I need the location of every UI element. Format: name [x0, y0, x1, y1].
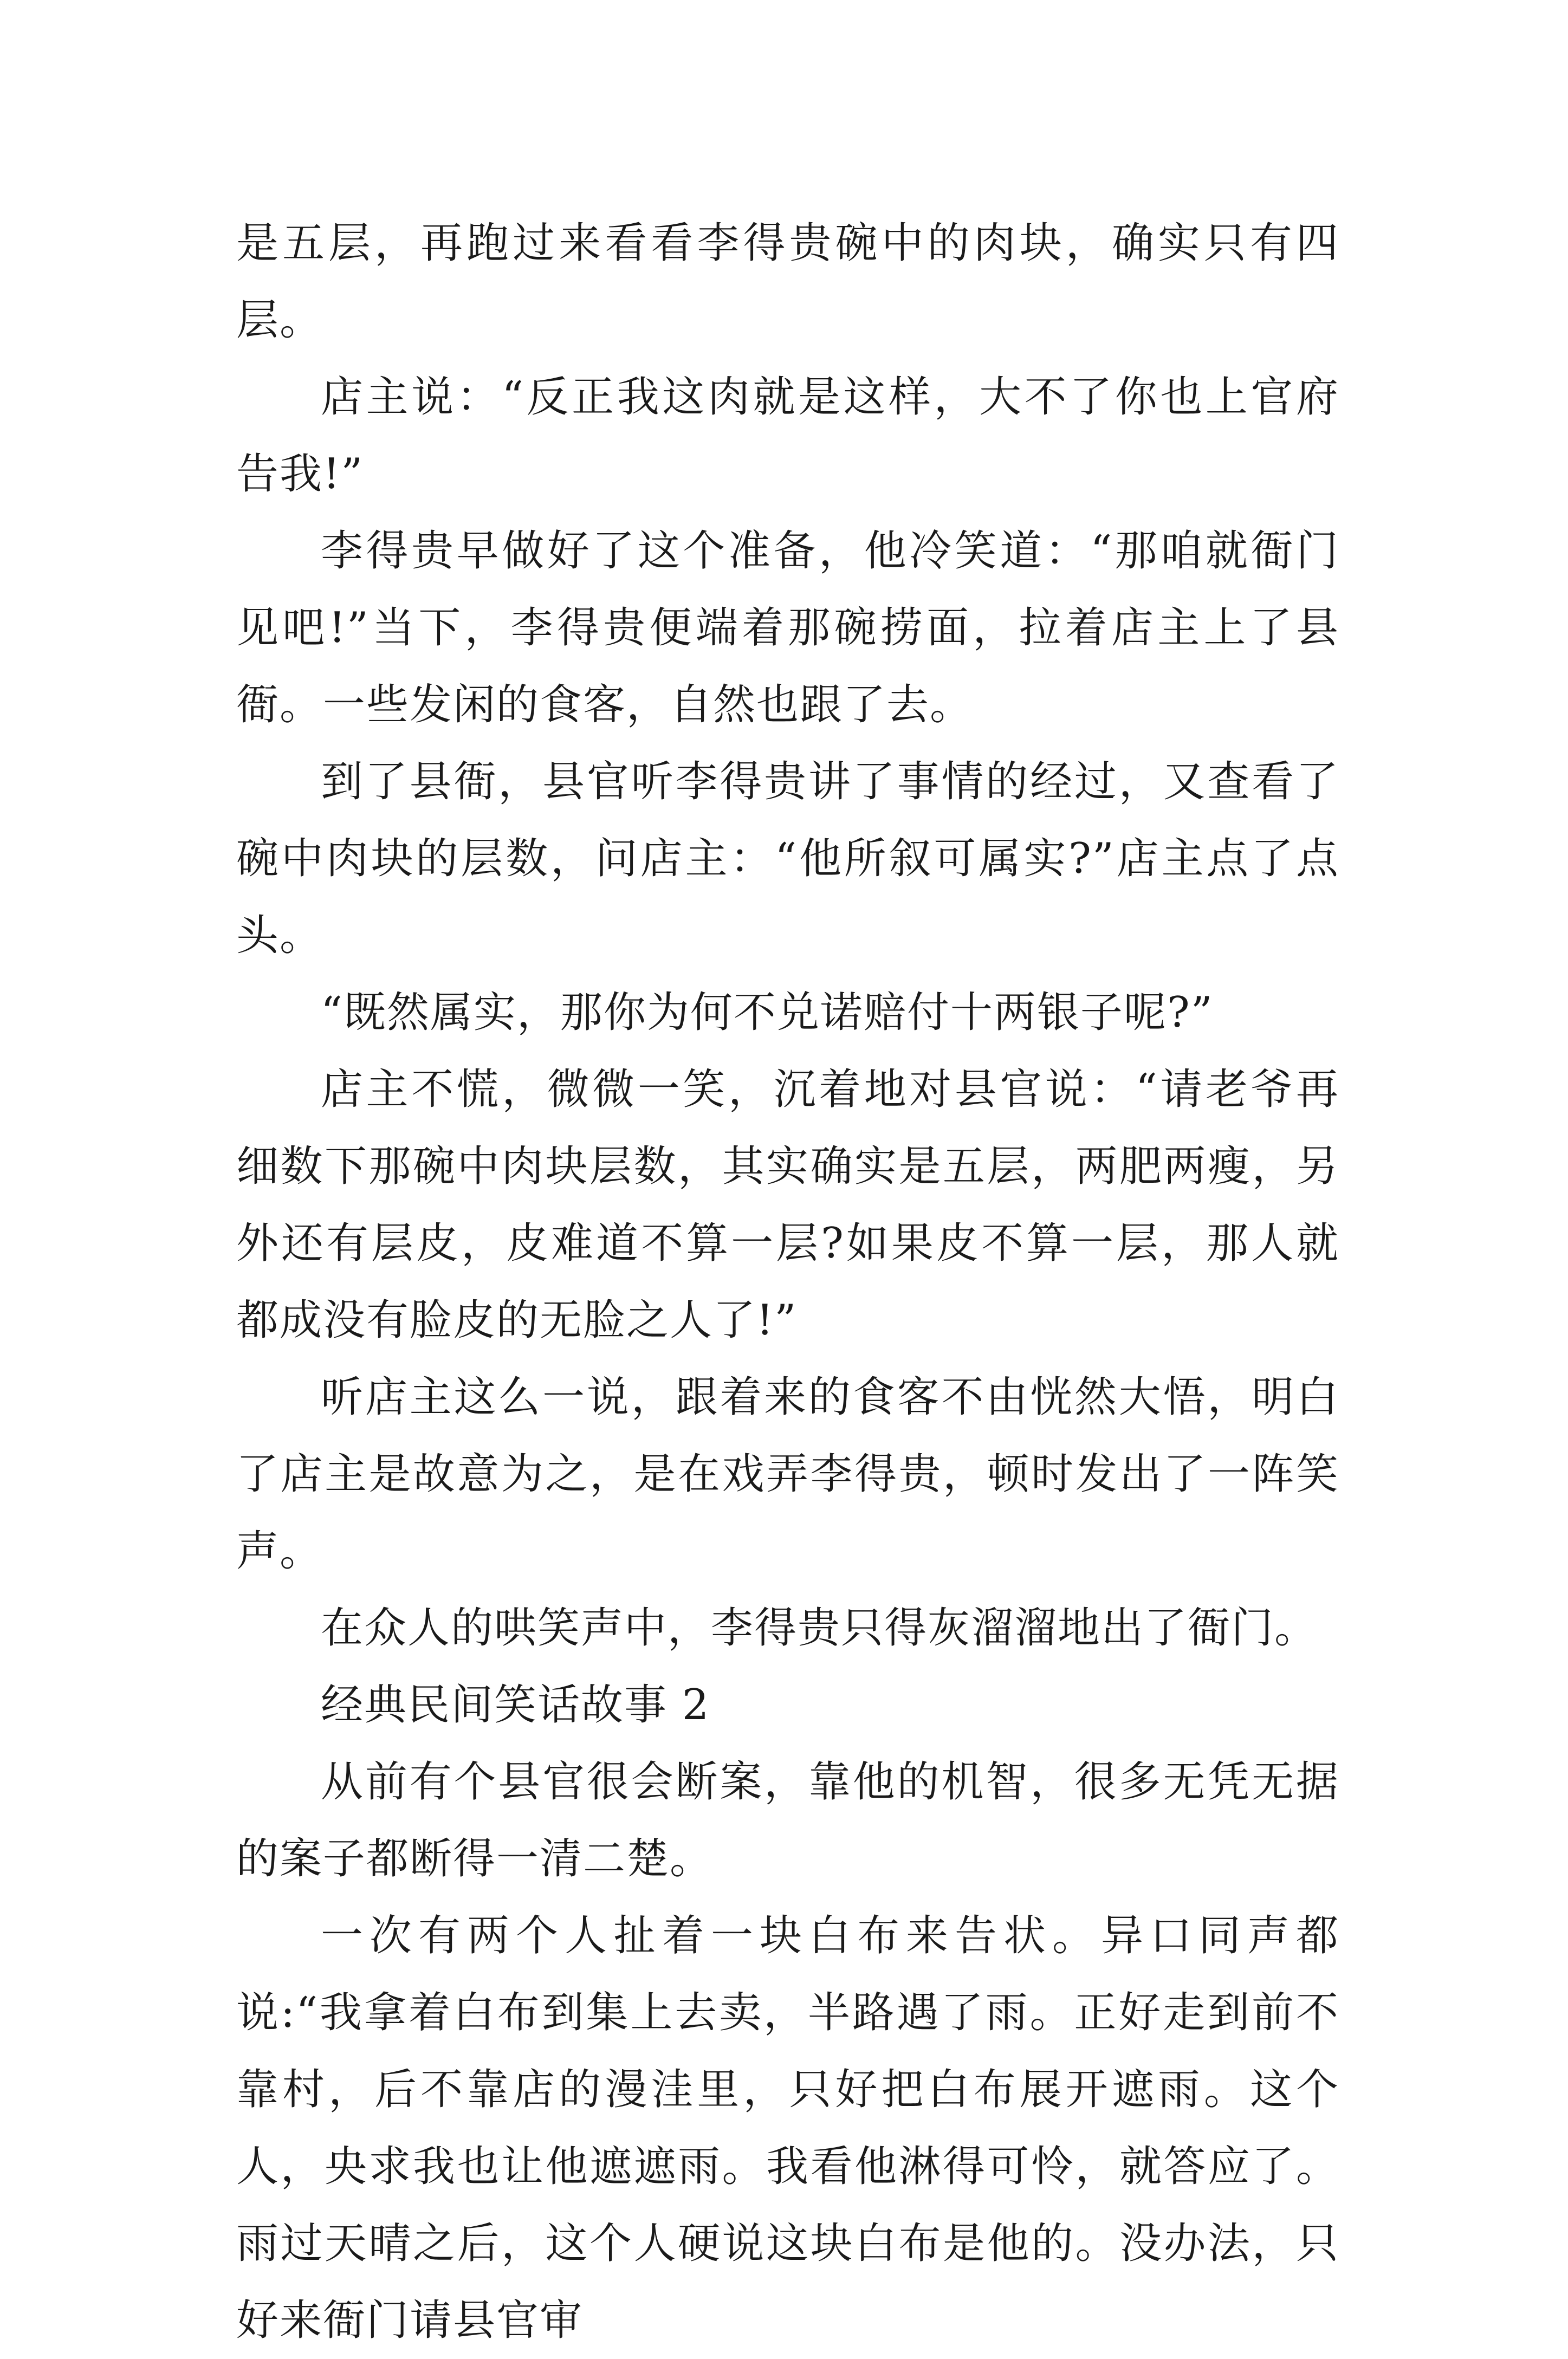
section-heading: 经典民间笑话故事 2 [321, 1681, 710, 1729]
paragraph-9: 从前有个县官很会断案，靠他的机智，很多无凭无据的案子都断得一清二楚。 [236, 1758, 1339, 1883]
paragraph-1: 是五层，再跑过来看看李得贵碗中的肉块，确实只有四层。 [236, 219, 1339, 345]
paragraph-8: 在众人的哄笑声中，李得贵只得灰溜溜地出了衙门。 [321, 1604, 1318, 1652]
paragraph-5: “既然属实，那你为何不兑诺赔付十两银子呢?” [321, 988, 1214, 1037]
paragraph-3: 李得贵早做好了这个准备，他冷笑道：“那咱就衙门见吧!”当下，李得贵便端着那碗捞面，拉着店主上了县衙。一些发闲的食客，自然也跟了去。 [236, 527, 1339, 729]
paragraph-4: 到了县衙，县官听李得贵讲了事情的经过，又查看了碗中肉块的层数，问店主：“他所叙可属实?”店主点了点头。 [236, 757, 1339, 960]
paragraph-6: 店主不慌，微微一笑，沉着地对县官说：“请老爷再细数下那碗中肉块层数，其实确实是五层，两肥两瘦，另外还有层皮，皮难道不算一层?如果皮不算一层，那人就都成没有脸皮的无脸之人了!” [236, 1065, 1339, 1345]
paragraph-2: 店主说：“反正我这肉就是这样，大不了你也上官府告我!” [236, 373, 1339, 498]
paragraph-7: 听店主这么一说，跟着来的食客不由恍然大悟，明白了店主是故意为之，是在戏弄李得贵，顿时发出了一阵笑声。 [236, 1373, 1339, 1576]
document-body [236, 205, 1339, 2359]
paragraph-10: 一次有两个人扯着一块白布来告状。异口同声都说:“我拿着白布到集上去卖，半路遇了雨。正好走到前不靠村，后不靠店的漫洼里，只好把白布展开遮雨。这个人，央求我也让他遮遮雨。我看他淋得可怜，就答应了。雨过天晴之后，这个人硬说这块白布是他的。没办法，只好来衙门请县官审 [236, 1911, 1339, 2345]
